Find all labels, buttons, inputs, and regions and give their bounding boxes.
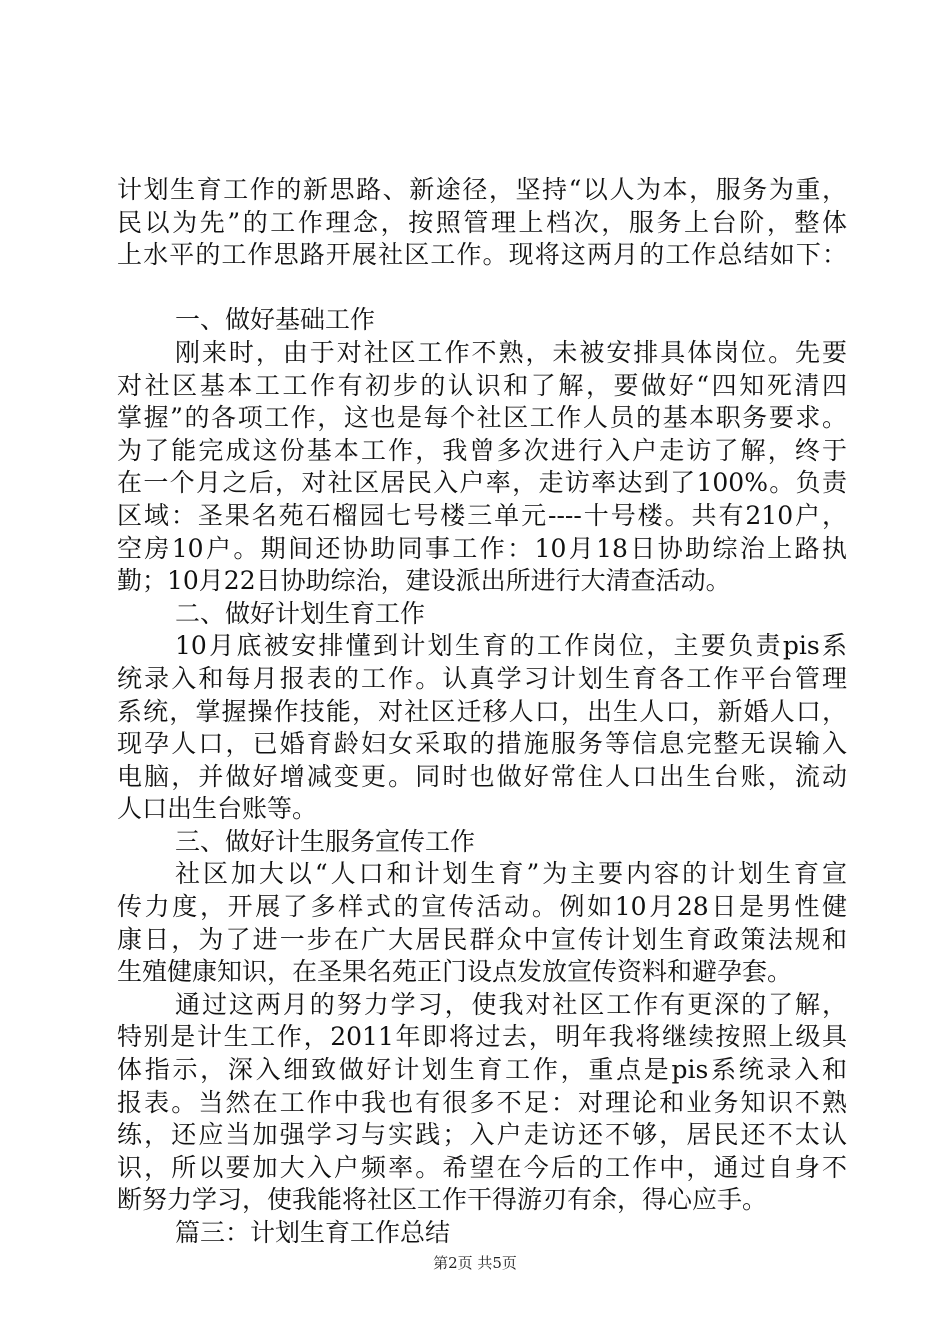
paragraph-line: 上水平的工作思路开展社区工作。现将这两月的工作总结如下：: [117, 240, 847, 270]
page-number: 第2页 共5页: [433, 1254, 517, 1272]
paragraph-line: 传力度，开展了多样式的宣传活动。例如10月28日是男性健: [117, 892, 847, 922]
paragraph-line: 社区加大以“人口和计划生育”为主要内容的计划生育宣: [175, 859, 847, 889]
section-heading-basic-work: 一、做好基础工作: [175, 305, 376, 335]
section-heading-family-planning: 二、做好计划生育工作: [175, 598, 426, 628]
paragraph-line: 识，所以要加大入户频率。希望在今后的工作中，通过自身不: [117, 1152, 847, 1182]
paragraph-line: 通过这两月的努力学习，使我对社区工作有更深的了解，: [175, 989, 847, 1019]
paragraph-line: 统录入和每月报表的工作。认真学习计划生育各工作平台管理: [117, 663, 847, 693]
paragraph-line: 在一个月之后，对社区居民入户率，走访率达到了100%。负责: [117, 468, 847, 498]
page-footer: [0, 1253, 950, 1273]
paragraph-line: 勤；10月22日协助综治，建设派出所进行大清查活动。: [117, 566, 731, 596]
paragraph-line: 特别是计生工作，2011年即将过去，明年我将继续按照上级具: [117, 1022, 847, 1052]
paragraph-line: 民以为先”的工作理念，按照管理上档次，服务上台阶，整体: [117, 207, 847, 237]
paragraph-line: 10月底被安排懂到计划生育的工作岗位，主要负责pis系: [175, 631, 847, 661]
paragraph-line: 为了能完成这份基本工作，我曾多次进行入户走访了解，终于: [117, 435, 847, 465]
paragraph-line: 电脑，并做好增减变更。同时也做好常住人口出生台账，流动: [117, 761, 847, 791]
paragraph-line: 空房10户。期间还协助同事工作：10月18日协助综治上路执: [117, 533, 847, 563]
paragraph-line: 报表。当然在工作中我也有很多不足：对理论和业务知识不熟: [117, 1087, 847, 1117]
document-body: [117, 174, 847, 1250]
section-heading-publicity-work: 三、做好计生服务宣传工作: [175, 826, 476, 856]
paragraph-line: 刚来时，由于对社区工作不熟，未被安排具体岗位。先要: [175, 337, 847, 367]
blank-line: [117, 272, 847, 305]
paragraph-line: 现孕人口，已婚育龄妇女采取的措施服务等信息完整无误输入: [117, 729, 847, 759]
paragraph-line: 对社区基本工工作有初步的认识和了解，要做好“四知死清四: [117, 370, 847, 400]
paragraph-line: 生殖健康知识，在圣果名苑正门设点发放宣传资料和避孕套。: [117, 957, 793, 987]
paragraph-line: 掌握”的各项工作，这也是每个社区工作人员的基本职务要求。: [117, 403, 847, 433]
paragraph-line: 区域：圣果名苑石榴园七号楼三单元----十号楼。共有210户，: [117, 500, 847, 530]
paragraph-line: 断努力学习，使我能将社区工作干得游刃有余，得心应手。: [117, 1185, 768, 1215]
paragraph-line: 练，还应当加强学习与实践；入户走访还不够，居民还不太认: [117, 1120, 847, 1150]
paragraph-line: 体指示，深入细致做好计划生育工作，重点是pis系统录入和: [117, 1055, 847, 1085]
paragraph-line: 系统，掌握操作技能，对社区迁移人口，出生人口，新婚人口，: [117, 696, 847, 726]
section-heading-part-three: 篇三：计划生育工作总结: [175, 1218, 451, 1247]
paragraph-line: 计划生育工作的新思路、新途径，坚持“以人为本，服务为重，: [117, 175, 847, 204]
paragraph-line: 人口出生台账等。: [117, 794, 318, 824]
paragraph-line: 康日，为了进一步在广大居民群众中宣传计划生育政策法规和: [117, 924, 847, 954]
